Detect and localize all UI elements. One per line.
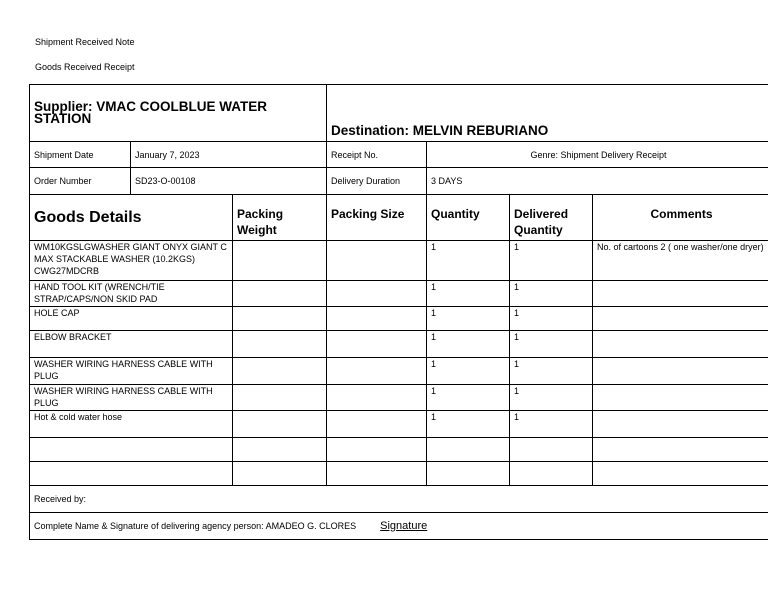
receipt-table [29,84,768,540]
receipt-title: Goods Received Receipt [35,62,135,72]
item-size [327,438,427,462]
destination-cell: Destination: MELVIN REBURIANO [327,85,768,142]
item-qty: 1 [427,411,510,438]
table-row [30,281,768,307]
item-desc: Hot & cold water hose [30,411,233,438]
item-desc [30,462,233,486]
table-row [30,307,768,331]
item-delivered: 1 [510,331,593,358]
item-qty: 1 [427,385,510,411]
item-desc [30,438,233,462]
item-delivered: 1 [510,411,593,438]
item-qty [427,462,510,486]
item-comments [593,462,768,486]
item-qty: 1 [427,331,510,358]
table-row [30,438,768,462]
receipt-no-label: Receipt No. [327,142,427,168]
item-weight [233,281,327,307]
table-row [30,331,768,358]
table-row [30,411,768,438]
item-qty: 1 [427,358,510,385]
table-row [30,385,768,411]
item-weight [233,385,327,411]
item-comments [593,331,768,358]
item-qty: 1 [427,281,510,307]
receipt-document [29,84,768,540]
item-comments [593,385,768,411]
note-title: Shipment Received Note [35,37,135,47]
delivery-duration-label: Delivery Duration [327,168,427,195]
item-weight [233,438,327,462]
item-desc: HOLE CAP [30,307,233,331]
item-size [327,307,427,331]
shipment-date-value: January 7, 2023 [131,142,327,168]
item-comments [593,307,768,331]
item-qty: 1 [427,307,510,331]
packing-weight-header: Packing Weight [233,195,327,241]
item-comments [593,281,768,307]
item-comments [593,411,768,438]
item-comments [593,358,768,385]
item-desc: ELBOW BRACKET [30,331,233,358]
item-size [327,411,427,438]
item-comments: No. of cartoons 2 ( one washer/one dryer) [593,241,768,281]
item-weight [233,462,327,486]
order-number-value: SD23-O-00108 [131,168,327,195]
item-size [327,462,427,486]
table-row [30,462,768,486]
item-delivered: 1 [510,241,593,281]
goods-details-header: Goods Details [30,195,233,241]
item-weight [233,331,327,358]
comments-header: Comments [593,195,768,241]
item-weight [233,307,327,331]
item-qty: 1 [427,241,510,281]
item-delivered: 1 [510,385,593,411]
item-weight [233,358,327,385]
delivered-quantity-header: Delivered Quantity [510,195,593,241]
item-desc: WM10KGSLGWASHER GIANT ONYX GIANT C MAX STACKABLE WASHER (10.2KGS) CWG27MDCRB [30,241,233,281]
packing-size-header: Packing Size [327,195,427,241]
quantity-header: Quantity [427,195,510,241]
item-desc: WASHER WIRING HARNESS CABLE WITH PLUG [30,358,233,385]
item-size [327,385,427,411]
item-weight [233,411,327,438]
delivering-agent-name: Complete Name & Signature of delivering agency person: AMADEO G. CLORES [34,521,357,531]
signature-link[interactable]: Signature [380,520,428,532]
table-row [30,358,768,385]
item-delivered: 1 [510,281,593,307]
item-delivered: 1 [510,358,593,385]
supplier-cell: Supplier: VMAC COOLBLUE WATER STATION [30,85,327,142]
item-size [327,281,427,307]
received-by-field: Received by: [30,486,768,513]
item-delivered: 1 [510,307,593,331]
delivery-duration-value: 3 DAYS [427,168,768,195]
genre-value: Genre: Shipment Delivery Receipt [427,142,768,168]
order-number-label: Order Number [30,168,131,195]
shipment-date-label: Shipment Date [30,142,131,168]
item-size [327,331,427,358]
item-delivered [510,462,593,486]
item-comments [593,438,768,462]
item-delivered [510,438,593,462]
item-qty [427,438,510,462]
item-desc: WASHER WIRING HARNESS CABLE WITH PLUG [30,385,233,411]
item-weight [233,241,327,281]
item-desc: HAND TOOL KIT (WRENCH/TIE STRAP/CAPS/NON SKID PAD [30,281,233,307]
table-row [30,241,768,281]
item-size [327,241,427,281]
item-size [327,358,427,385]
delivering-agent-cell [30,513,768,540]
